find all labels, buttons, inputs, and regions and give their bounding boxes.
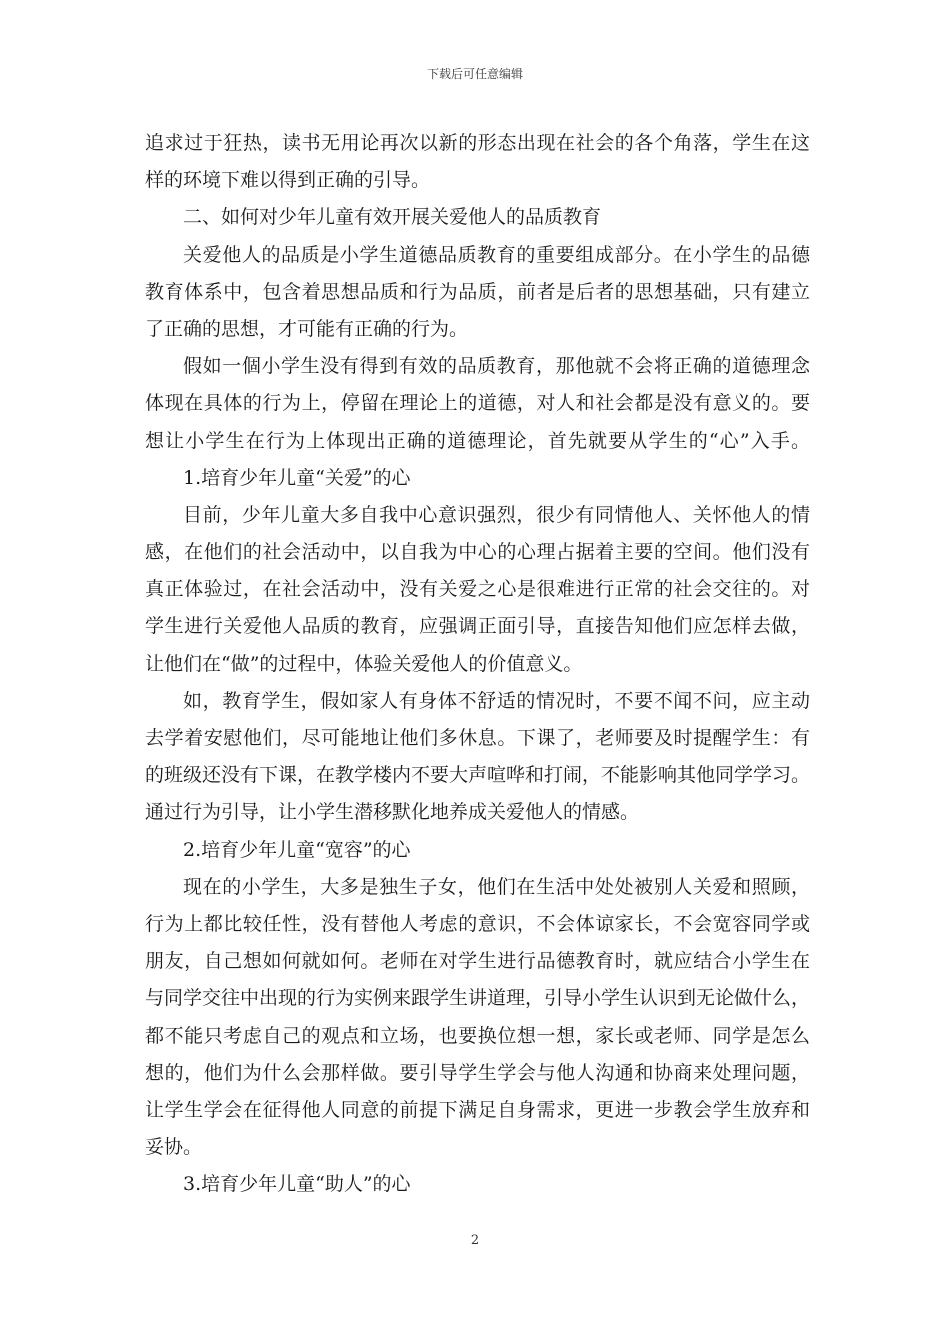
text-line: 假如一個小学生没有得到有效的品质教育，那他就不会将正确的道德理念: [183, 355, 810, 378]
text-line: 让学生学会在征得他人同意的前提下满足自身需求，更进一步教会学生放弃和: [145, 1098, 810, 1121]
text-line: 学生进行关爱他人品质的教育，应强调正面引导，直接告知他们应怎样去做，: [145, 615, 810, 638]
text-line: 关爱他人的品质是小学生道德品质教育的重要组成部分。在小学生的品德: [183, 243, 810, 266]
text-line: 让他们在“做”的过程中，体验关爱他人的价值意义。: [145, 652, 583, 675]
text-line: 现在的小学生，大多是独生子女，他们在生活中处处被别人关爱和照顾，: [183, 875, 810, 898]
page-header: 下载后可任意编辑: [426, 67, 523, 81]
text-line: 的班级还没有下课，在教学楼内不要大声喧哗和打闹，不能影响其他同学学习。: [145, 764, 810, 787]
text-line: 都不能只考虑自己的观点和立场，也要换位想一想，家长或老师、同学是怎么: [145, 1024, 810, 1047]
text-line: 朋友，自己想如何就如何。老师在对学生进行品德教育时，就应结合小学生在: [145, 950, 810, 973]
text-line: 想让小学生在行为上体现出正确的道德理论，首先就要从学生的“心”入手。: [145, 429, 810, 452]
text-line: 感，在他们的社会活动中，以自我为中心的心理占据着主要的空间。他们没有: [145, 541, 810, 564]
text-line: 想的，他们为什么会那样做。要引导学生学会与他人沟通和协商来处理问题，: [145, 1061, 810, 1084]
text-line: 通过行为引导，让小学生潜移默化地养成关爱他人的情感。: [145, 801, 640, 824]
text-line: 样的环境下难以得到正确的引导。: [145, 169, 431, 192]
text-line: 追求过于狂热，读书无用论再次以新的形态出现在社会的各个角落，学生在这: [145, 132, 810, 154]
page-number: 2: [470, 1233, 480, 1248]
text-line: 如，教育学生，假如家人有身体不舒适的情况时，不要不闻不问，应主动: [183, 689, 810, 712]
text-line: 教育体系中，包含着思想品质和行为品质，前者是后者的思想基础，只有建立: [145, 280, 810, 303]
text-line: 体现在具体的行为上，停留在理论上的道德，对人和社会都是没有意义的。要: [145, 392, 810, 415]
text-line: 真正体验过，在社会活动中，没有关爱之心是很难进行正常的社会交往的。对: [145, 578, 810, 601]
text-line: 去学着安慰他们，尽可能地让他们多休息。下课了，老师要及时提醒学生：有: [145, 727, 810, 749]
text-line: 目前，少年儿童大多自我中心意识强烈，很少有同情他人、关怀他人的情: [183, 503, 810, 526]
text-line: 3.培育少年儿童“助人”的心: [183, 1173, 411, 1196]
text-line: 与同学交往中出现的行为实例来跟学生讲道理，引导小学生认识到无论做什么，: [145, 987, 810, 1010]
text-line: 妥协。: [145, 1136, 203, 1159]
text-line: 2.培育少年儿童“宽容”的心: [183, 838, 411, 861]
text-line: 行为上都比较任性，没有替他人考虑的意识，不会体谅家长，不会宽容同学或: [145, 912, 810, 935]
text-line: 了正确的思想，才可能有正确的行为。: [145, 317, 469, 340]
text-line: 1.培育少年儿童“关爱”的心: [183, 466, 411, 489]
text-line: 二、如何对少年儿童有效开展关爱他人的品质教育: [183, 206, 602, 229]
document-body: [145, 125, 810, 1203]
